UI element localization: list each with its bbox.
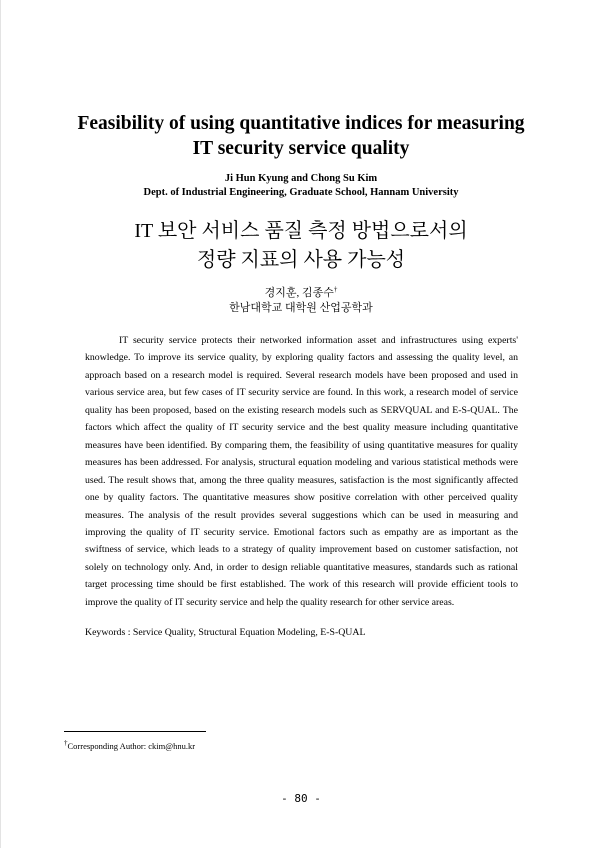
english-title-line-2: IT security service quality [192,138,410,159]
footnote-divider [64,731,206,732]
keywords-value: Service Quality, Structural Equation Modeling, E-S-QUAL [132,627,366,638]
korean-title-line-1: IT 보안 서비스 품질 측정 방법으로서의 [134,220,468,242]
abstract-paragraph: IT security service protects their networked information asset and infrastructures using experts' knowledge. To improve its service quality, by exploring quality factors and assessing the quality level, an approach based on a research model is required. Several research models have been proposed and used in various service area, but few cases of IT security service are found. In this work, a research model of service quality has been proposed, based on the existing research models such as SERVQUAL and E-S-QUAL. The factors which affect the quality of IT security service and the best quality measure including quantitative measures have been identified. By comparing them, the feasibility of using quantitative measures for quality measures has been addressed. For analysis, structural equation modeling and various statistical methods were used. The result shows that, among the three quality measures, satisfaction is the most significantly affected one by quality factors. The quantitative measures show positive correlation with other perceived quality measures. The analysis of the result provides several suggestions which can be used in measuring and improving the quality of IT security service. Emotional factors such as empathy are as important as the swiftness of service, which leads to a strategy of quality improvement based on customer satisfaction, not solely on technology only. And, in order to design reliable quantitative measures, standards such as rational target processing time should be first established. The work of this research will provide efficient tools to improve the quality of IT security service and help the quality research for other service areas. [85,335,518,608]
english-affiliation: Dept. of Industrial Engineering, Graduate School, Hannam University [143,186,459,198]
english-authors-block [41,172,561,199]
english-title [61,111,541,161]
footnote-text: Corresponding Author: ckim@hnu.kr [67,741,196,751]
english-author-names: Ji Hun Kyung and Chong Su Kim [224,173,378,184]
korean-authors-block [61,286,541,316]
english-title-line-1: Feasibility of using quantitative indices for measuring [77,113,525,134]
page-number: - 80 - [281,792,321,805]
korean-title [61,217,541,275]
corresponding-author-mark: † [333,285,338,294]
footnote-mark: † [64,739,68,748]
korean-author-line [61,286,541,301]
korean-title-line-2: 정량 지표의 사용 가능성 [196,249,406,271]
keywords-label: Keywords : [85,627,133,638]
footnote [64,740,364,752]
korean-affiliation: 한남대학교 대학원 산업공학과 [229,302,373,314]
korean-author-names: 경지훈, 김종수 [264,287,334,299]
keywords-line [85,626,518,639]
